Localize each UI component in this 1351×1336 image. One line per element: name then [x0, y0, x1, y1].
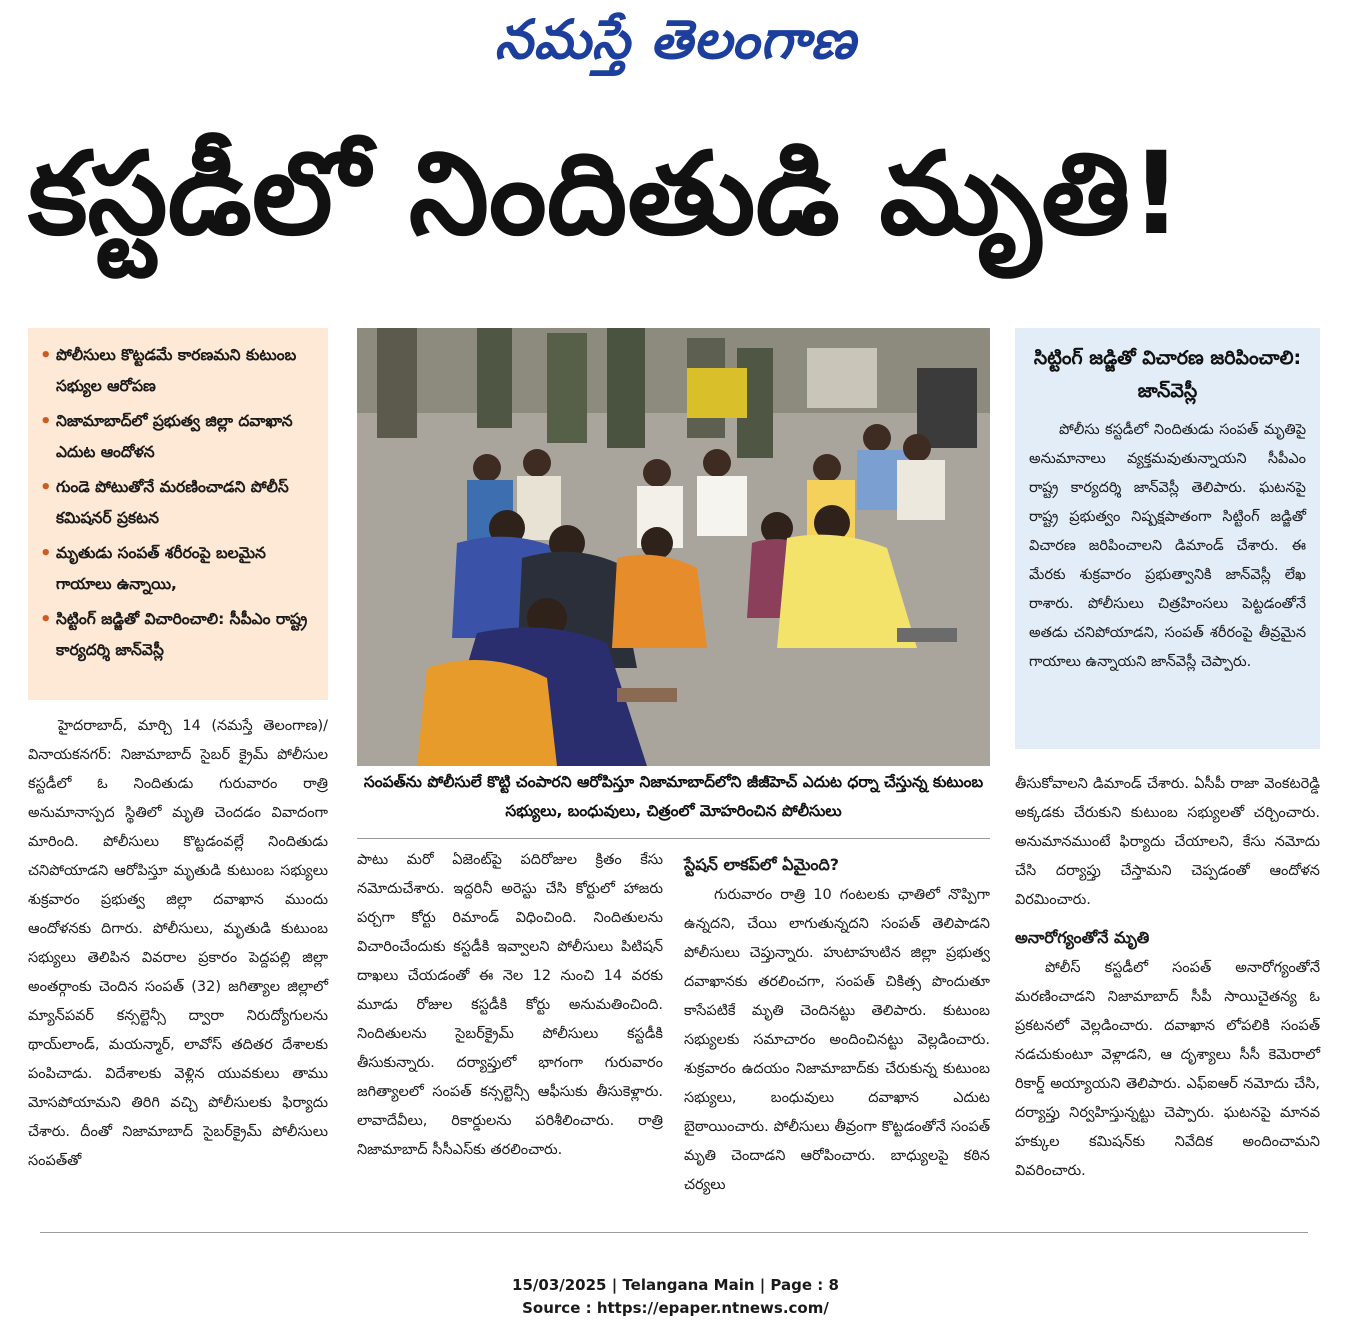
- protest-photo-illustration: [357, 328, 990, 766]
- article-column-3: [684, 846, 990, 1200]
- bullet-icon: •: [40, 609, 52, 630]
- footer-source[interactable]: Source : https://epaper.ntnews.com/: [522, 1299, 829, 1317]
- bottom-rule: [40, 1232, 1308, 1233]
- bullet-icon: •: [40, 411, 52, 432]
- sidebar-body: పోలీసు కస్టడీలో నిందితుడు సంపత్ మృతిపై అనుమానాలు వ్యక్తమవుతున్నాయని సీపీఎం రాష్ట్ర కార్యదర్శి జాన్‌వెస్లీ తెలిపారు. ఘటనపై రాష్ట్ర ప్రభుత్వం నిష్పక్షపాతంగా సిట్టింగ్ జడ్జితో విచారణ జరిపించాలని డిమాండ్ చేశారు. ఈ మేరకు శుక్రవారం ప్రభుత్వానికి జాన్‌వెస్లీ లేఖ రాశారు. పోలీసులు చిత్రహింసలు పెట్టడంతోనే అతడు చనిపోయాడని, సంపత్ శరీరంపై తీవ్రమైన గాయాలు ఉన్నాయని జాన్‌వెస్లీ చెప్పారు.: [1029, 422, 1306, 670]
- highlight-item: • పోలీసులు కొట్టడమే కారణమని కుటుంబ సభ్యుల ఆరోపణ: [40, 340, 318, 402]
- masthead-logo: నమస్తే తెలంగాణ: [494, 8, 857, 71]
- highlight-item: • నిజామాబాద్‌లో ప్రభుత్వ జిల్లా దవాఖాన ఎదుట ఆందోళన: [40, 406, 318, 468]
- highlights-box: [28, 328, 328, 700]
- sidebar-box: [1015, 328, 1320, 749]
- highlight-item: • మృతుడు సంపత్ శరీరంపై బలమైన గాయాలు ఉన్నాయి,: [40, 538, 318, 600]
- bullet-icon: •: [40, 477, 52, 498]
- subheading-illness: అనారోగ్యంతోనే మృతి: [1015, 928, 1150, 947]
- column-4-body: పోలీస్ కస్టడీలో సంపత్ అనారోగ్యంతోనే మరణించాడని నిజామాబాద్ సీపీ సాయిచైతన్య ఓ ప్రకటనలో వెల్లడించారు. దవాఖాన లోపలికి సంపత్ నడచుకుంటూ వెళ్లాడని, ఆ దృశ్యాలు సీసీ కెమెరాలో రికార్డ్ అయ్యాయని తెలిపారు. ఎఫ్ఐఆర్ నమోదు చేసి, దర్యాప్తు నిర్వహిస్తున్నట్టు చెప్పారు. ఘటనపై మానవ హక్కుల కమిషన్‌కు నివేదిక అందించామని వివరించారు.: [1015, 960, 1320, 1179]
- column-4-intro: తీసుకోవాలని డిమాండ్ చేశారు. ఏసీపీ రాజా వెంకటరెడ్డి అక్కడకు చేరుకుని కుటుంబ సభ్యులతో చర్చించారు. అనుమానముంటే ఫిర్యాదు చేయాలని, కేసు నమోదు చేసి దర్యాప్తు చేస్తామని చెప్పడంతో ఆందోళన విరమించారు.: [1015, 776, 1320, 908]
- headline: కస్టడీలో నిందితుడి మృతి!: [28, 127, 1183, 260]
- article-column-2: పాటు మరో ఏజెంట్‌పై పదిరోజుల క్రితం కేసు నమోదుచేశారు. ఇద్దరినీ అరెస్టు చేసి కోర్టులో హాజరు పర్చగా కోర్టు రిమాండ్ విధించింది. నిందితులను విచారించేందుకు కస్టడీకి ఇవ్వాలని పోలీసులు పిటిషన్ దాఖలు చేయడంతో ఈ నెల 12 నుంచి 14 వరకు మూడు రోజుల కస్టడీకి కోర్టు అనుమతించింది. నిందితులను సైబర్‌క్రైమ్ పోలీసులు కస్టడీకి తీసుకున్నారు. దర్యాప్తులో భాగంగా గురువారం జగిత్యాలలో సంపత్ కన్సల్టెన్సీ ఆఫీసుకు తీసుకెళ్లారు. లావాదేవీలు, రికార్డులను పరిశీలించారు. రాత్రి నిజామాబాద్ సీసీఎస్‌కు తరలించారు.: [357, 852, 663, 1158]
- article-column-1: హైదరాబాద్, మార్చి 14 (నమస్తే తెలంగాణ)/వినాయకనగర్: నిజామాబాద్ సైబర్ క్రైమ్ పోలీసుల కస్టడీలో ఓ నిందితుడు గురువారం రాత్రి అనుమానాస్పద స్థితిలో మృతి చెందడం వివాదంగా మారింది. పోలీసులు కొట్టడంవల్లే నిందితుడు చనిపోయాడని ఆరోపిస్తూ మృతుడి కుటుంబ సభ్యులు శుక్రవారం ప్రభుత్వ జిల్లా దవాఖాన ముందు ఆందోళనకు దిగారు. పోలీసులు, మృతుడి కుటుంబ సభ్యులు తెలిపిన వివరాల ప్రకారం పెద్దపల్లి జిల్లా అంతర్గాంకు చెందిన సంపత్ (32) జగిత్యాల జిల్లాలో మ్యాన్‌పవర్ కన్సల్టెన్సీ ద్వారా నిరుద్యోగులను థాయ్‌లాండ్, మయన్మార్, లావోస్ తదితర దేశాలకు పంపిచాడు. విదేశాలకు వెళ్లిన యువకులు తాము మోసపోయామని తిరిగి వచ్చి పోలీసులకు ఫిర్యాదు చేశారు. దీంతో నిజామాబాద్ సైబర్‌క్రైమ్ పోలీసులు సంపత్‌తో: [28, 718, 328, 1169]
- article-column-4: [1015, 770, 1320, 1186]
- caption-rule: [357, 838, 990, 839]
- bullet-icon: •: [40, 543, 52, 564]
- subheading-lockup: స్టేషన్ లాకప్‌లో ఏమైంది?: [684, 855, 840, 874]
- bullet-icon: •: [40, 345, 52, 366]
- highlight-item: • గుండె పోటుతోనే మరణించాడని పోలీస్ కమిషనర్ ప్రకటన: [40, 472, 318, 534]
- news-photo: [357, 328, 990, 766]
- sidebar-heading: సిట్టింగ్ జడ్జితో విచారణ జరిపించాలి: జాన్‌వెస్లీ: [1033, 347, 1302, 402]
- footer-date-page: 15/03/2025 | Telangana Main | Page : 8: [512, 1276, 839, 1294]
- photo-caption: సంపత్‌ను పోలీసులే కొట్టి చంపారని ఆరోపిస్తూ నిజామాబాద్‌లోని జీజీహెచ్ ఎదుట ధర్నా చేస్తున్న కుటుంబ సభ్యులు, బంధువులు, చిత్రంలో మోహరించిన పోలీసులు: [363, 773, 984, 820]
- highlight-item: • సిట్టింగ్ జడ్జితో విచారించాలి: సీపీఎం రాష్ట్ర కార్యదర్శి జాన్‌వెస్లీ: [40, 604, 318, 666]
- column-3-body: గురువారం రాత్రి 10 గంటలకు ఛాతిలో నొప్పిగా ఉన్నదని, చేయి లాగుతున్నదని సంపత్ తెలిపాడని పోలీసులు చెప్తున్నారు. హుటాహుటిన జిల్లా ప్రభుత్వ దవాఖానకు తరలించగా, సంపత్ చికిత్స పొందుతూ కాసేపటికే మృతి చెందినట్టు తెలిపారు. కుటుంబ సభ్యులకు సమాచారం అందించినట్టు వెల్లడించారు. శుక్రవారం ఉదయం నిజామాబాద్‌కు చేరుకున్న కుటుంబ సభ్యులు, బంధువులు దవాఖాన ఎదుట బైఠాయించారు. పోలీసులు తీవ్రంగా కొట్టడంతోనే సంపత్ మృతి చెందాడని ఆరోపించారు. బాధ్యులపై కఠిన చర్యలు: [684, 887, 990, 1193]
